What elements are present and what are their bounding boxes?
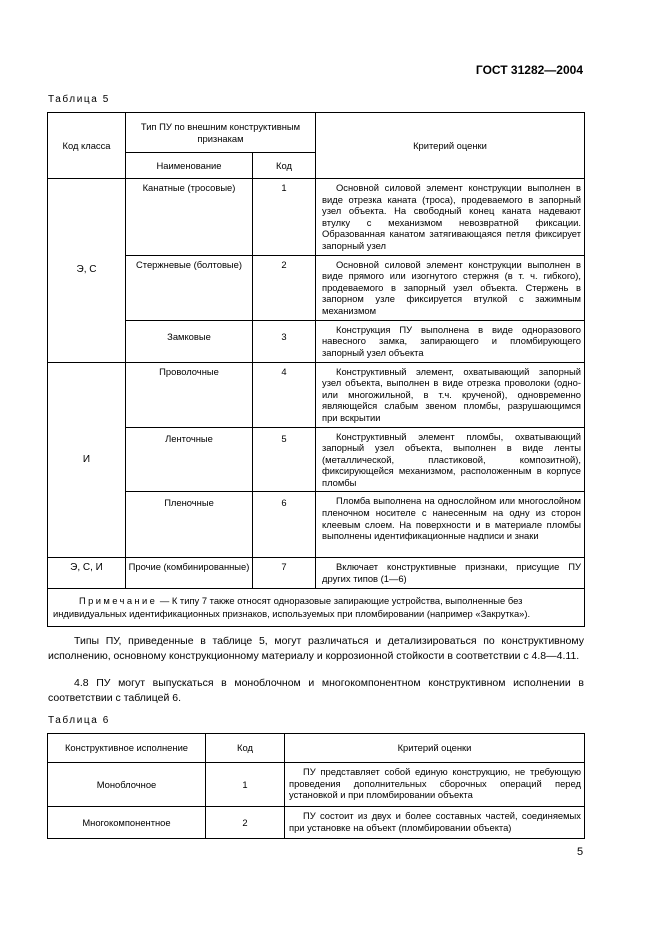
header-class-code: Код класса [48, 113, 126, 179]
header-name: Наименование [126, 153, 253, 179]
header-type-group: Тип ПУ по внешним конструктивным признакам [126, 113, 316, 153]
criterion-text: ПУ состоит из двух и более составных частей, соединяемых при установке на объект (пломбировании объекта) [289, 810, 581, 833]
table-6 [47, 733, 585, 839]
criterion-text: Конструкция ПУ выполнена в виде одноразового навесного замка, запирающего и пломбирующего запорный узел объекта [316, 320, 585, 362]
note-label: Примечание [79, 595, 158, 607]
criterion-text: Конструктивный элемент, охватывающий запорный узел объекта, выполнен в виде отрезка проволоки (одно- или многожильной, в т.ч. крученой), одновременно являющейся слабым звеном пломбы, разрушающимся при вскрытии [316, 362, 585, 427]
table-row [48, 807, 585, 839]
table-row [48, 763, 585, 807]
table-row [48, 255, 585, 320]
type-code: 3 [253, 320, 316, 362]
header-code: Код [253, 153, 316, 179]
table-5 [47, 112, 585, 627]
execution-name: Моноблочное [48, 763, 206, 807]
type-code: 7 [253, 558, 316, 589]
table5-caption: Таблица 5 [48, 94, 110, 105]
criterion-cell [285, 807, 585, 839]
type-name: Канатные (тросовые) [126, 179, 253, 256]
note-text: — К типу 7 также относят одноразовые запирающие устройства, выполненные без индивидуальных идентификационных признаков, используемых при пломбировании (например «Закрутка»). [53, 595, 531, 620]
criterion-text: Пломба выполнена на однослойном или многослойном пленочном носителе с нанесенным на одну из сторон клеевым слоем. На поверхности и в материале пломбы выполнены идентификационные надписи и знаки [316, 492, 585, 558]
table-row [48, 320, 585, 362]
table-row [48, 492, 585, 558]
criterion-cell [285, 763, 585, 807]
criterion-text: Конструктивный элемент пломбы, охватывающий запорный узел объекта, выполнен в виде ленты (металлической, пластиковой, композитной), фиксирующейся механизмом, расположенным в корпусе пломбы [316, 427, 585, 492]
page-number: 5 [577, 846, 584, 858]
table-row [48, 427, 585, 492]
execution-name: Многокомпонентное [48, 807, 206, 839]
criterion-text: Основной силовой элемент конструкции выполнен в виде прямого или изогнутого стержня (в т. ч. гибкого), продеваемого в запорный узел объекта. Стержень в запорном узле фиксируется втулкой с зажимным механизмом [316, 255, 585, 320]
class-cell: Э, С [48, 179, 126, 363]
type-code: 2 [253, 255, 316, 320]
header-criterion: Критерий оценки [285, 734, 585, 763]
paragraph-types: Типы ПУ, приведенные в таблице 5, могут различаться и детализироваться по конструктивному исполнению, основному конструкционному материалу и коррозионной стойкости в соответствии с 4.8—4.11. [48, 635, 584, 662]
type-code: 5 [253, 427, 316, 492]
type-name: Прочие (комбинированные) [126, 558, 253, 589]
table-row [48, 179, 585, 256]
criterion-text: ПУ представляет собой единую конструкцию, не требующую проведения дополнительных сборочных операций перед установкой и при пломбировании объекта [289, 766, 581, 801]
type-name: Проволочные [126, 362, 253, 427]
type-name: Ленточные [126, 427, 253, 492]
header-code: Код [206, 734, 285, 763]
document-code: ГОСТ 31282—2004 [475, 63, 583, 77]
type-name: Замковые [126, 320, 253, 362]
type-code: 6 [253, 492, 316, 558]
table6-caption: Таблица 6 [48, 715, 110, 726]
type-code: 4 [253, 362, 316, 427]
execution-code: 1 [206, 763, 285, 807]
execution-code: 2 [206, 807, 285, 839]
table-row [48, 362, 585, 427]
table5-note [48, 589, 585, 627]
paragraph-4-8: 4.8 ПУ могут выпускаться в моноблочном и многокомпонентном конструктивном исполнении в соответствии с таблицей 6. [48, 677, 584, 704]
criterion-text: Включает конструктивные признаки, присущие ПУ других типов (1—6) [316, 558, 585, 589]
header-execution: Конструктивное исполнение [48, 734, 206, 763]
header-criterion: Критерий оценки [316, 113, 585, 179]
criterion-text: Основной силовой элемент конструкции выполнен в виде отрезка каната (троса), продеваемого в запорный узел объекта. На свободный конец каната надевают втулку с механизмом невозвратной фиксации. Образованная канатом затягивающаяся петля фиксирует запорный узел [316, 179, 585, 256]
class-cell: Э, С, И [48, 558, 126, 589]
type-name: Стержневые (болтовые) [126, 255, 253, 320]
table-row [48, 558, 585, 589]
type-name: Пленочные [126, 492, 253, 558]
class-cell: И [48, 362, 126, 558]
type-code: 1 [253, 179, 316, 256]
